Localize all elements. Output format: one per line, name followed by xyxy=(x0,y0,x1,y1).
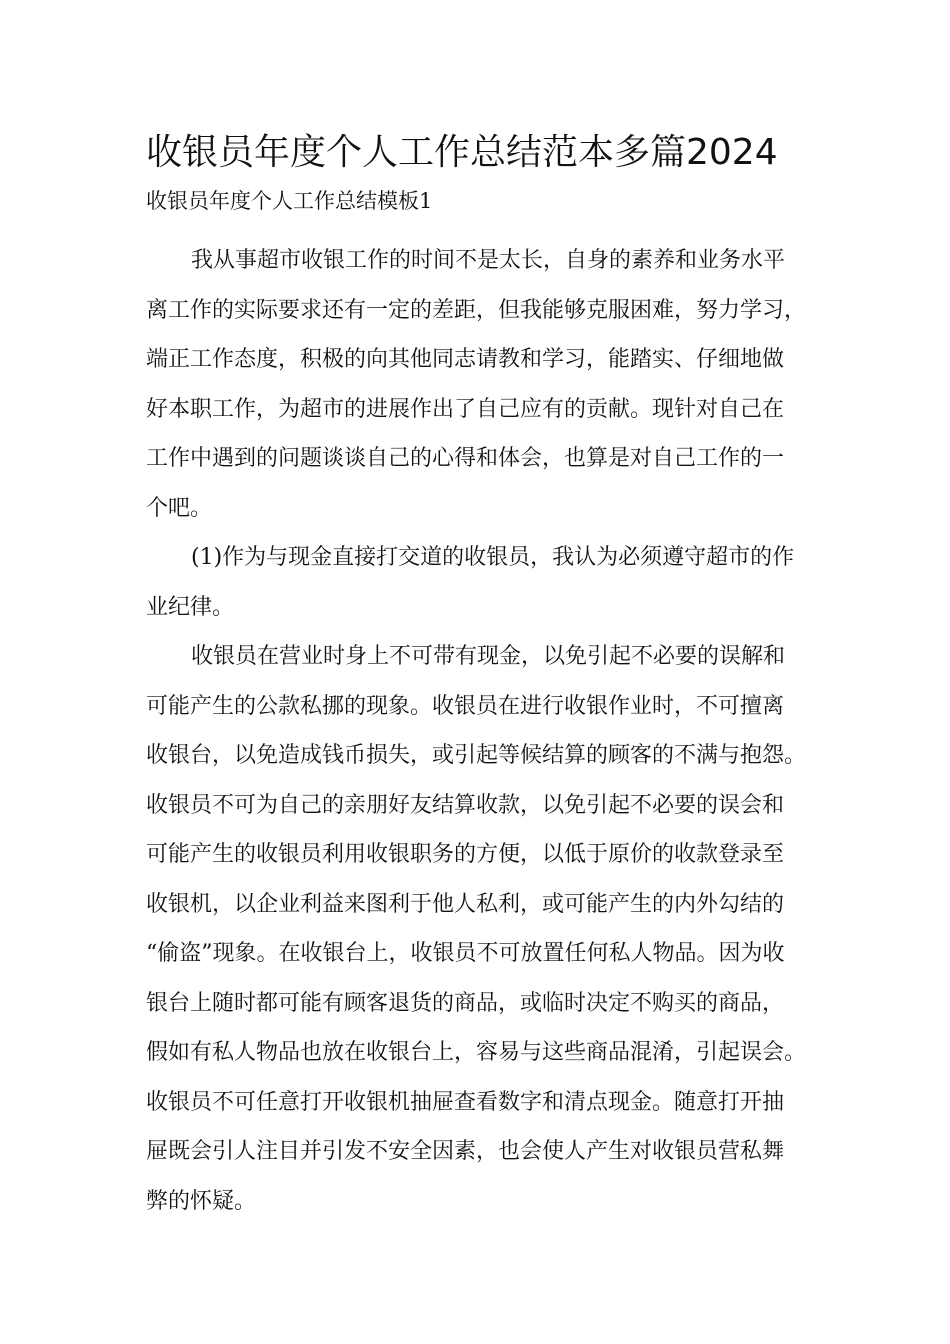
text-line: 业纪律。 xyxy=(146,594,235,620)
text-line: 收银员不可为自己的亲朋好友结算收款，以免引起不必要的误会和 xyxy=(146,792,785,818)
text-line: 好本职工作，为超市的进展作出了自己应有的贡献。现针对自己在 xyxy=(146,396,785,422)
text-line: 个吧。 xyxy=(146,495,213,521)
text-line: 收银台，以免造成钱币损失，或引起等候结算的顾客的不满与抱怨。 xyxy=(146,743,807,768)
document-page xyxy=(146,128,822,1226)
text-line: 我从事超市收银工作的时间不是太长，自身的素养和业务水平 xyxy=(191,248,786,273)
text-line: 端正工作态度，积极的向其他同志请教和学习，能踏实、仔细地做 xyxy=(146,347,785,372)
text-line: 工作中遇到的问题谈谈自己的心得和体会，也算是对自己工作的一 xyxy=(146,446,785,471)
paragraph-1 xyxy=(146,236,822,533)
text-line: 收银员在营业时身上不可带有现金，以免引起不必要的误解和 xyxy=(191,644,786,669)
document-subtitle: 收银员年度个人工作总结模板1 xyxy=(146,189,433,213)
text-line: 可能产生的收银员利用收银职务的方便，以低于原价的收款登录至 xyxy=(146,842,785,867)
text-line: 弊的怀疑。 xyxy=(146,1188,257,1214)
text-line: 银台上随时都可能有顾客退货的商品，或临时决定不购买的商品， xyxy=(146,990,785,1016)
document-title: 收银员年度个人工作总结范本多篇2024 xyxy=(146,132,778,173)
text-line: 可能产生的公款私挪的现象。收银员在进行收银作业时，不可擅离 xyxy=(146,693,785,719)
text-line: (1)作为与现金直接打交道的收银员，我认为必须遵守超市的作 xyxy=(191,545,795,570)
text-line: 收银员不可任意打开收银机抽屉查看数字和清点现金。随意打开抽 xyxy=(146,1089,785,1115)
text-line: 屉既会引人注目并引发不安全因素，也会使人产生对收银员营私舞 xyxy=(146,1139,785,1164)
text-line: 收银机，以企业利益来图利于他人私利，或可能产生的内外勾结的 xyxy=(146,891,785,917)
text-line: “偷盗”现象。在收银台上，收银员不可放置任何私人物品。因为收 xyxy=(146,941,785,966)
document-body xyxy=(146,236,822,1226)
text-line: 离工作的实际要求还有一定的差距，但我能够克服困难，努力学习， xyxy=(146,297,807,323)
paragraph-3 xyxy=(146,632,822,1226)
paragraph-2 xyxy=(146,533,822,632)
text-line: 假如有私人物品也放在收银台上，容易与这些商品混淆，引起误会。 xyxy=(146,1040,807,1065)
